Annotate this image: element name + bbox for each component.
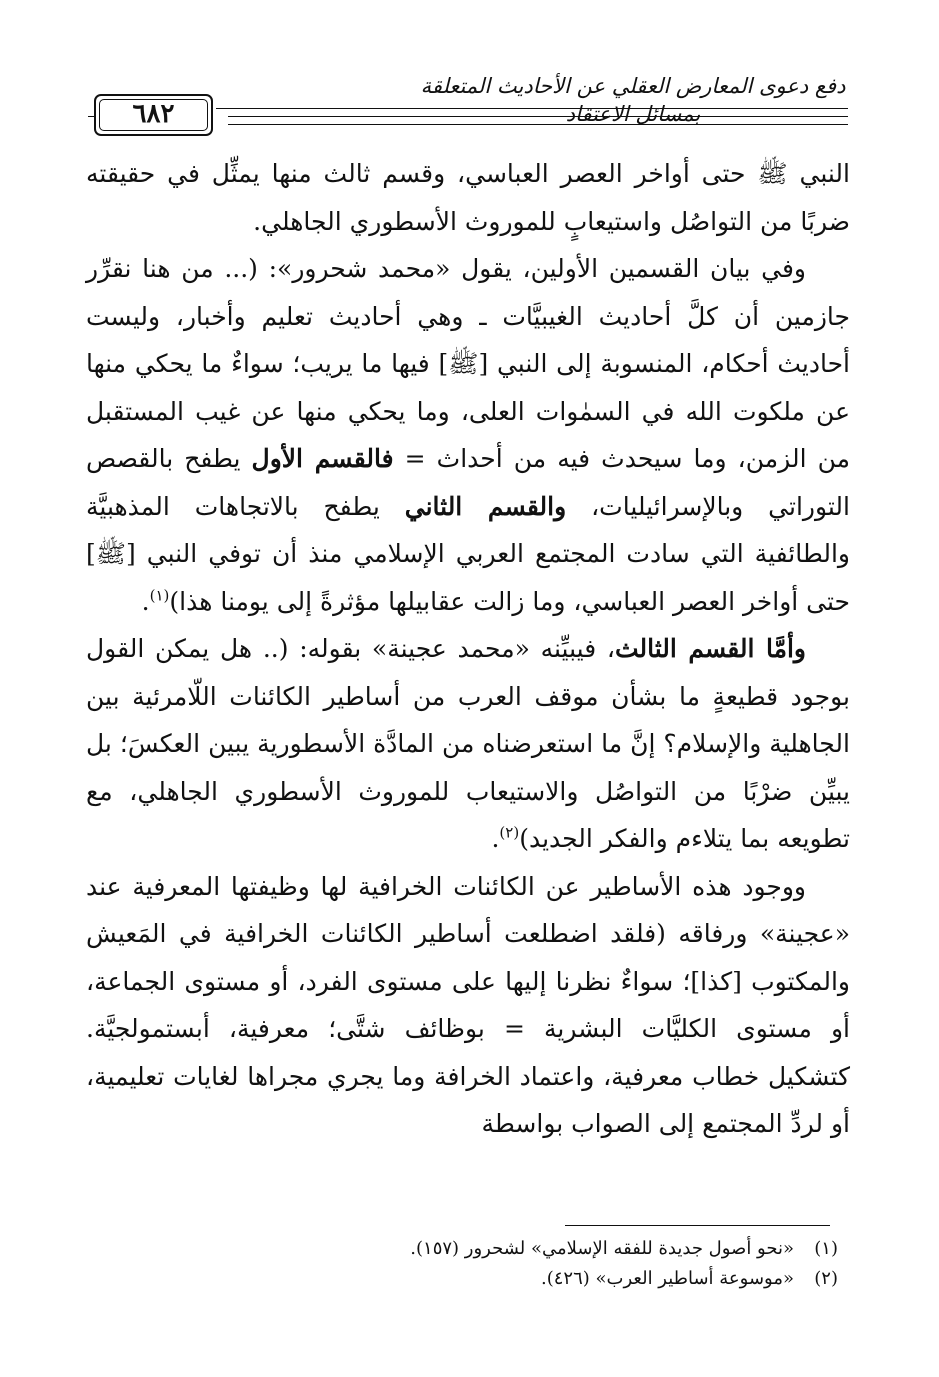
header-rule-bottom	[228, 124, 848, 125]
paragraph	[86, 863, 850, 1148]
bold-heading-run: وأمَّا القسم الثالث	[614, 634, 806, 663]
header-rule-left-a	[216, 108, 228, 109]
paragraph	[86, 625, 850, 863]
footnote-text: «موسوعة أساطير العرب» (٤٢٦).	[541, 1268, 794, 1289]
page-number-frame	[94, 94, 213, 136]
footnote-mark: (١)	[814, 1238, 838, 1259]
bold-heading-run: والقسم الثاني	[404, 491, 567, 521]
text-run: وفي بيان القسمين الأولين، يقول «محمد شحرور»: (... من هنا نقرِّر جازمين أن كلَّ أحاديث الغيبيَّات ـ وهي أحاديث تعليم وأخبار، وليست أحاديث أحكام، المنسوبة إلى النبي [ﷺ] فيها ما يريب؛ سواءٌ ما يحكي منها عن ملكوت الله في السمٰوات العلى، وما يحكي منها عن غيب المستقبل من الزمن، وما سيحدث فيه من أحداث =	[86, 254, 851, 473]
footnote-ref: (٢)	[499, 823, 520, 842]
page-header	[88, 68, 848, 136]
text-run: .	[141, 586, 150, 616]
footnote	[86, 1264, 838, 1294]
text-run: .	[491, 824, 500, 853]
main-text	[86, 150, 850, 1148]
footnote-mark: (٢)	[814, 1268, 838, 1289]
footnote-separator	[565, 1225, 830, 1226]
text-run: يطفح بالقصص التوراتي وبالإسرائيليات،	[86, 444, 850, 521]
text-run: يطفح بالاتجاهات المذهبيَّة والطائفية التي سادت المجتمع العربي الإسلامي منذ أن توفي النبي [ﷺ] حتى أواخر العصر العباسي، وما زالت عقابيلها مؤثرةً إلى يومنا هذا)	[86, 491, 850, 616]
header-rule-middle	[228, 116, 848, 117]
page-number: ٦٨٢	[132, 99, 175, 129]
paragraph	[86, 150, 850, 245]
text-run: النبي ﷺ حتى أواخر العصر العباسي، وقسم ثالث منها يمثِّل في حقيقته ضربًا من التواصُل واستيعابٍ للموروث الأسطوري الجاهلي.	[86, 159, 850, 236]
footnotes	[86, 1234, 838, 1294]
text-run: ووجود هذه الأساطير عن الكائنات الخرافية لها وظيفتها المعرفية عند «عجينة» ورفاقه (فلقد اضطلعت أساطير الكائنات الخرافية في المَعيش والمكتوب [كذا]؛ سواءٌ نظرنا إليها على مستوى الفرد، أو مستوى الجماعة، أو مستوى الكليَّات البشرية = بوظائف شتَّى؛ معرفية، أبستمولجيَّة. كتشكيل خطاب معرفية، واعتماد الخرافة وما يجري مجراها لغايات تعليمية، أو لردِّ المجتمع إلى الصواب بواسطة	[86, 871, 850, 1138]
text-run: ، فيبيِّنه «محمد عجينة» بقوله: (.. هل يمكن القول بوجود قطيعةٍ ما بشأن موقف العرب من أساطير الكائنات اللّامرئية بين الجاهلية والإسلام؟ إنَّ ما استعرضناه من المادَّة الأسطورية يبين العكسَ؛ بل يبيِّن ضرْبًا من التواصُل والاستيعاب للموروث الأسطوري الجاهلي، مع تطويعه بما يتلاءم والفكر الجديد)	[86, 634, 850, 853]
running-title: دفع دعوى المعارض العقلي عن الأحاديث المتعلقة بمسائل الاعتقاد	[420, 74, 846, 126]
paragraph	[86, 245, 850, 625]
footnote	[86, 1234, 838, 1264]
footnote-ref: (١)	[149, 586, 170, 605]
header-rule-top	[228, 108, 848, 109]
footnote-text: «نحو أصول جديدة للفقه الإسلامي» لشحرور (١٥٧).	[410, 1238, 794, 1259]
bold-heading-run: فالقسم الأول	[251, 444, 394, 473]
